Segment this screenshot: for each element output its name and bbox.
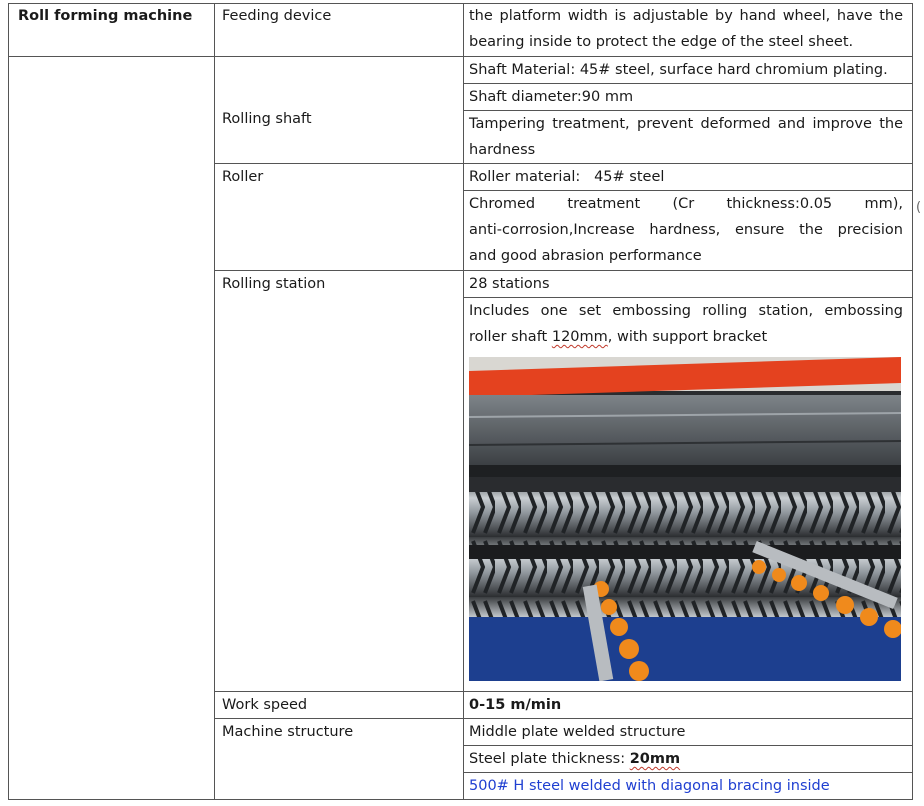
roller-material: Roller material: 45# steel [469, 169, 665, 185]
embossing-spellcheck-underline: 120mm [551, 329, 608, 345]
shaft-treatment-line1: Tampering treatment, prevent deformed and improve the [469, 116, 903, 132]
rolling-shaft-label: Rolling shaft [222, 111, 312, 127]
feeding-device-label: Feeding device [222, 8, 332, 24]
plate-thickness-value: 20mm [629, 751, 681, 767]
roll-forming-machine-photo [469, 357, 901, 681]
embossing-text: roller shaft [469, 329, 552, 345]
embossing-line2 [469, 324, 903, 350]
roller-chromed-line3: and good abrasion performance [469, 248, 702, 264]
section-label: Roll forming machine [18, 8, 193, 24]
roller-chromed-line2: anti-corrosion,Increase hardness, ensure the precision [469, 222, 903, 238]
roller-label: Roller [222, 169, 264, 185]
clipped-glyph: ( [916, 200, 922, 215]
plate-thickness-prefix: Steel plate thickness: [469, 751, 630, 767]
table-border [8, 3, 9, 800]
shaft-material: Shaft Material: 45# steel, surface hard chromium plating. [469, 62, 888, 78]
structure-welded: Middle plate welded structure [469, 724, 686, 740]
shaft-diameter: Shaft diameter:90 mm [469, 89, 634, 105]
rolling-station-label: Rolling station [222, 276, 326, 292]
table-border [8, 799, 913, 800]
embossing-text: , with support bracket [607, 329, 768, 345]
roller-chromed-line1: Chromed treatment (Cr thickness:0.05 mm), [469, 196, 903, 212]
work-speed-value: 0-15 m/min [469, 697, 562, 713]
plate-thickness [469, 746, 903, 772]
machine-structure-label: Machine structure [222, 724, 354, 740]
feeding-device-text-line1: the platform width is adjustable by hand wheel, have the [469, 8, 903, 24]
work-speed-label: Work speed [222, 697, 308, 713]
shaft-treatment-line2: hardness [469, 142, 536, 158]
column-divider [463, 3, 464, 800]
station-count: 28 stations [469, 276, 550, 292]
table-border [912, 3, 913, 800]
column-divider [214, 3, 215, 800]
embossing-line1: Includes one set embossing rolling station, embossing [469, 303, 903, 319]
structure-bracing: 500# H steel welded with diagonal bracing inside [469, 778, 830, 794]
feeding-device-text-line2: bearing inside to protect the edge of the steel sheet. [469, 34, 854, 50]
